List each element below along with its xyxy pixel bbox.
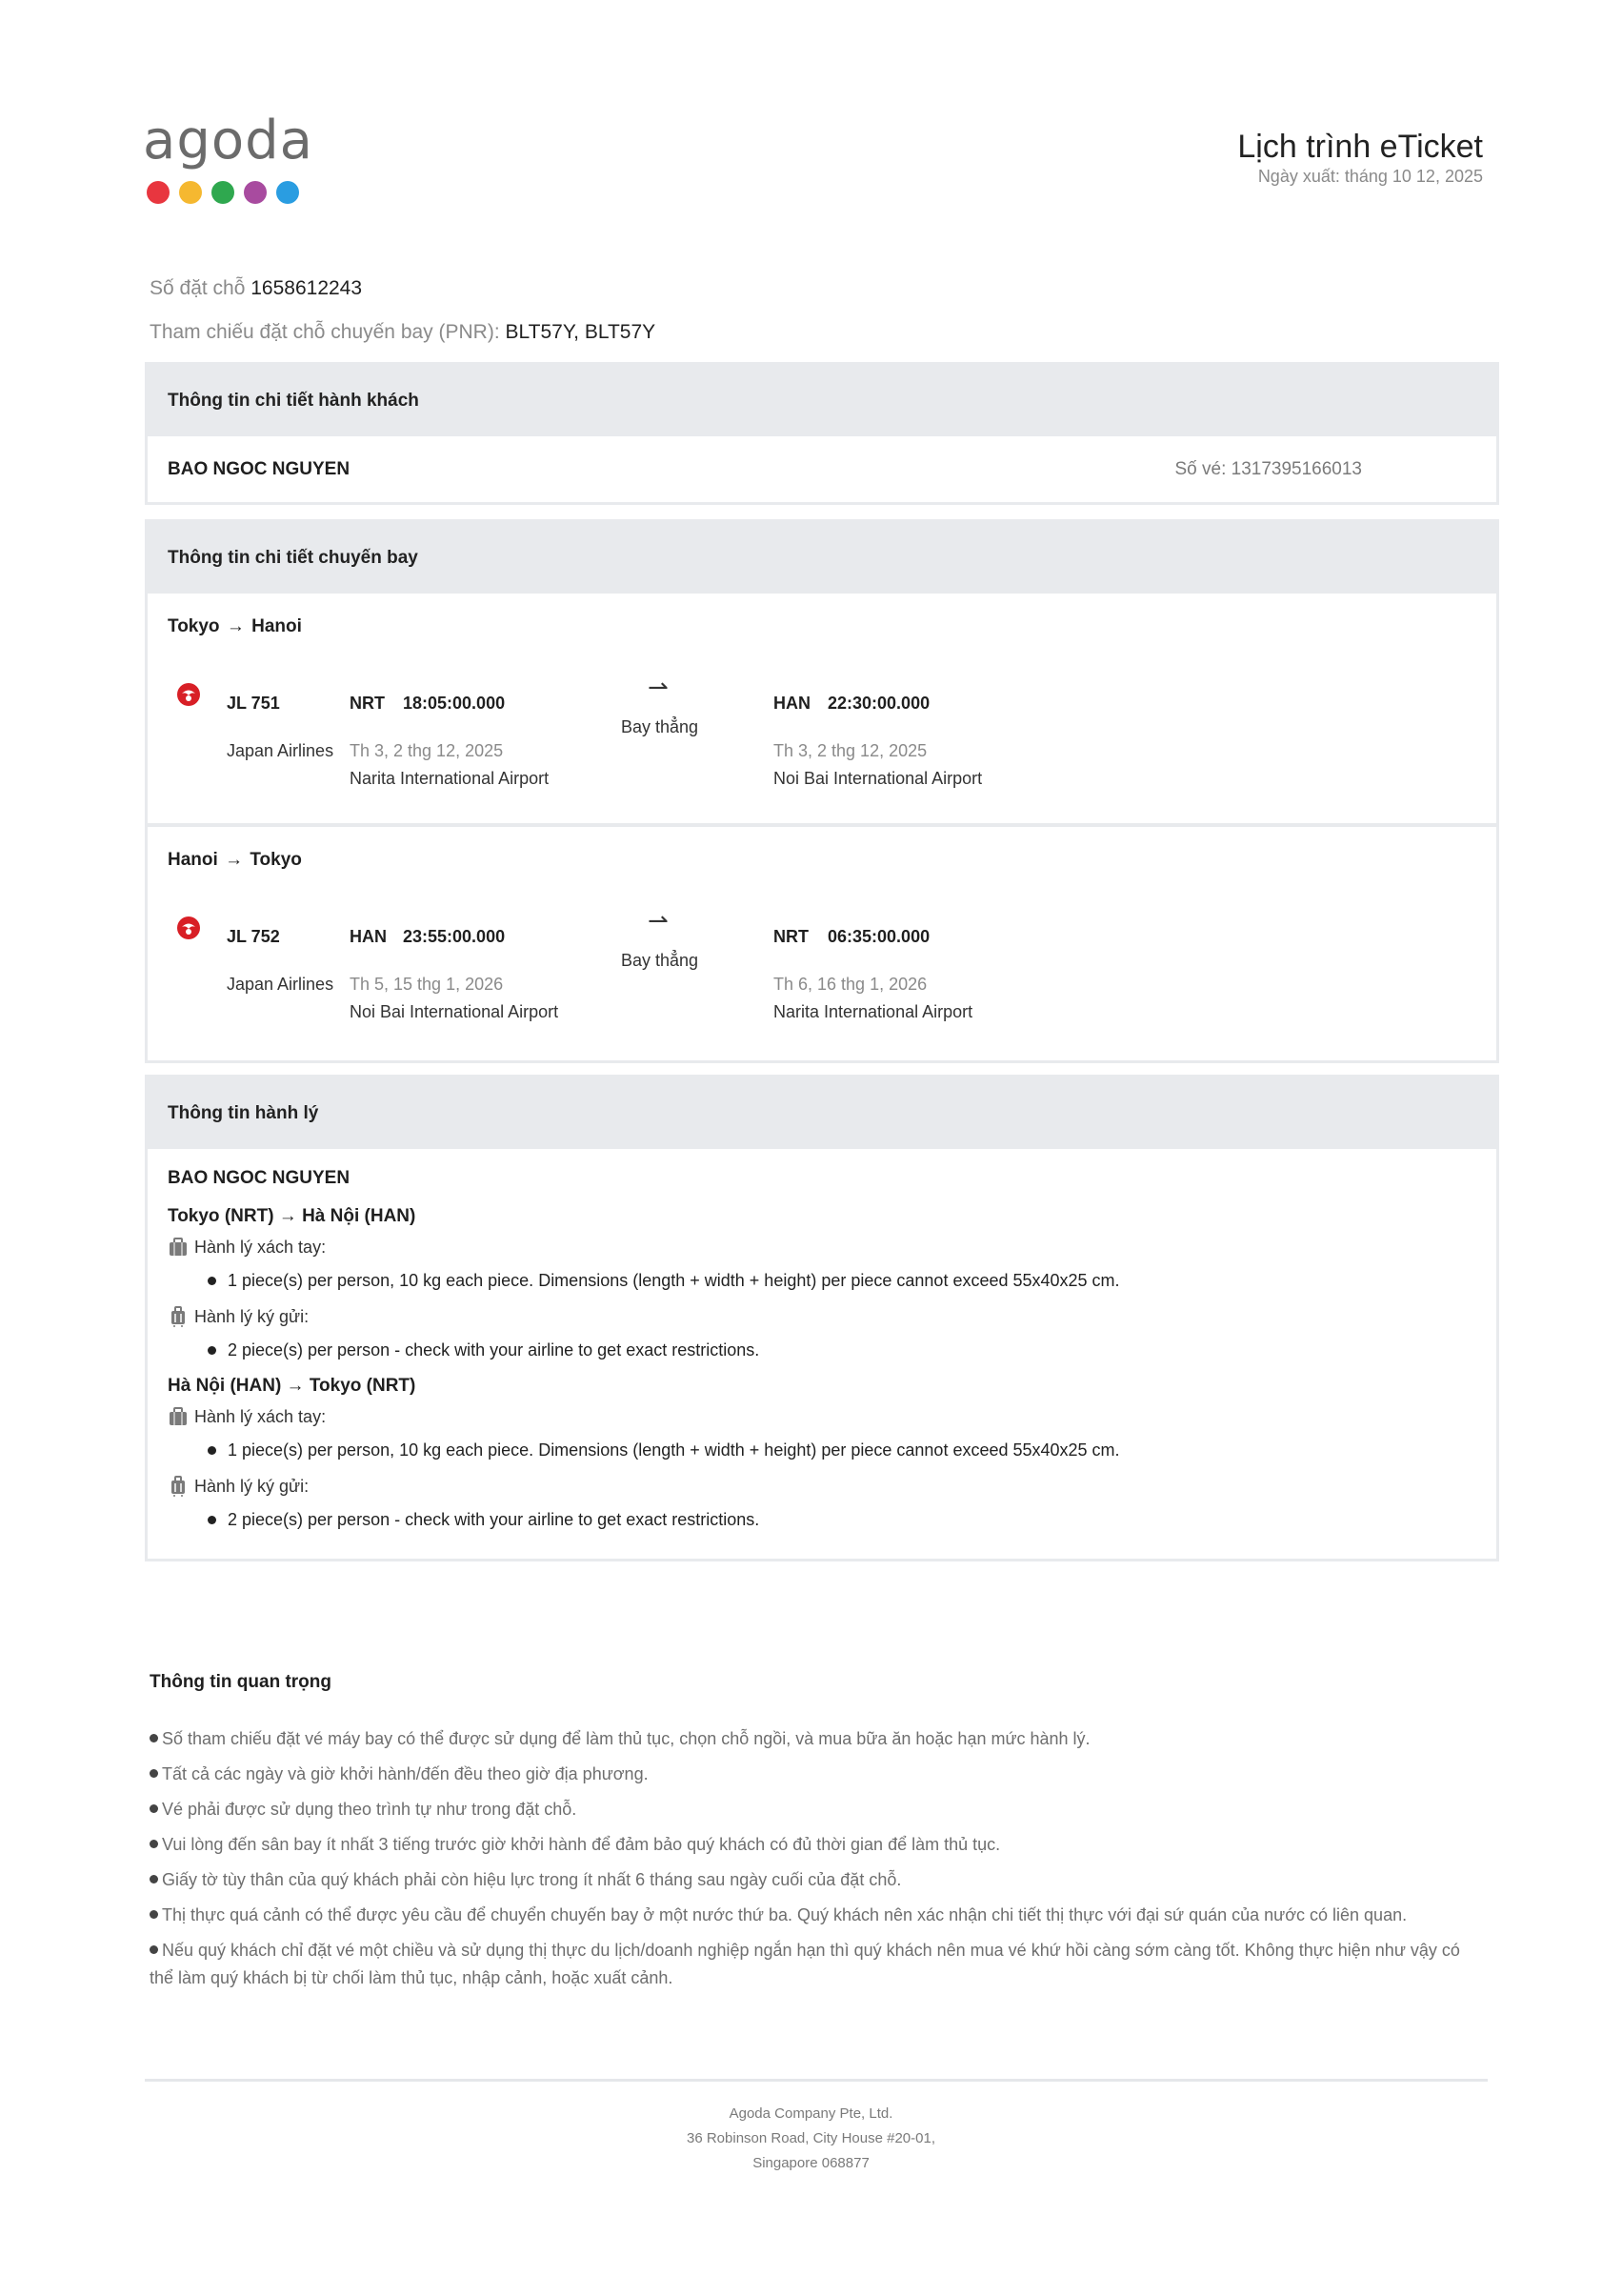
- flight-leg: [148, 827, 1496, 1060]
- bullet: [150, 1875, 158, 1883]
- arrival-date: Th 6, 16 thg 1, 2026: [773, 975, 928, 994]
- bullet: [150, 1910, 158, 1919]
- carry-on-text: 1 piece(s) per person, 10 kg each piece. Dimensions (length + width + height) per piece cannot exceed 55x40x25 cm.: [228, 1271, 1120, 1290]
- checked-label: Hành lý ký gửi:: [194, 1306, 310, 1326]
- airline-name: Japan Airlines: [227, 975, 334, 994]
- jal-crane-icon: [176, 916, 201, 940]
- important-item: [150, 1902, 1483, 1929]
- agoda-logo: [143, 112, 314, 208]
- logo-dot-green: [211, 181, 234, 204]
- important-text: Vé phải được sử dụng theo trình tự như trong đặt chỗ.: [162, 1800, 577, 1819]
- carry-on-label: Hành lý xách tay:: [194, 1406, 327, 1426]
- important-text: Nếu quý khách chỉ đặt vé một chiều và sử dụng thị thực du lịch/doanh nghiệp ngắn hạn thì quý khách nên mua vé khứ hồi càng sớm càng tốt. Không thực hiện như vậy có thể làm quý khách bị từ chối làm thủ tục, nhập cảnh, hoặc xuất cảnh.: [150, 1941, 1460, 1987]
- departure-code: HAN: [350, 927, 387, 946]
- important-text: Số tham chiếu đặt vé máy bay có thể được sử dụng để làm thủ tục, chọn chỗ ngồi, và mua bữa ăn hoặc hạn mức hành lý.: [162, 1729, 1091, 1748]
- carry-on-row: [168, 1237, 1476, 1258]
- baggage-route: Tokyo (NRT) → Hà Nội (HAN): [168, 1206, 416, 1226]
- departure-date: Th 5, 15 thg 1, 2026: [350, 975, 504, 994]
- important-item: [150, 1937, 1483, 1992]
- carry-on-bag-icon: [168, 1406, 189, 1427]
- important-text: Vui lòng đến sân bay ít nhất 3 tiếng trước giờ khởi hành để đảm bảo quý khách có đủ thời gian để làm thủ tục.: [162, 1835, 1001, 1854]
- footer-address: 36 Robinson Road, City House #20-01,: [687, 2130, 935, 2146]
- arrival-airport: Narita International Airport: [773, 1002, 973, 1021]
- baggage-route: Hà Nội (HAN) → Tokyo (NRT): [168, 1376, 416, 1396]
- carry-on-text: 1 piece(s) per person, 10 kg each piece. Dimensions (length + width + height) per piece cannot exceed 55x40x25 cm.: [228, 1440, 1120, 1460]
- passenger-section: [145, 362, 1499, 505]
- booking-id-value: 1658612243: [250, 277, 363, 299]
- important-text: Giấy tờ tùy thân của quý khách phải còn hiệu lực trong ít nhất 6 tháng sau ngày cuối của đặt chỗ.: [162, 1870, 902, 1889]
- flight-number: JL 751: [227, 694, 280, 713]
- baggage-section: [145, 1075, 1499, 1561]
- arrival-time: 06:35:00.000: [828, 927, 931, 946]
- jal-crane-icon: [176, 682, 201, 707]
- departure-date: Th 3, 2 thg 12, 2025: [350, 741, 504, 760]
- arrival-date: Th 3, 2 thg 12, 2025: [773, 741, 928, 760]
- airline-name: Japan Airlines: [227, 741, 334, 760]
- passenger-name: BAO NGOC NGUYEN: [168, 458, 350, 479]
- leg-from: Hanoi: [168, 850, 218, 870]
- departure-time: 23:55:00.000: [403, 927, 506, 946]
- issue-date: Ngày xuất: tháng 10 12, 2025: [1257, 167, 1483, 186]
- checked-label: Hành lý ký gửi:: [194, 1476, 310, 1496]
- bullet: [208, 1516, 216, 1524]
- document-header: [1237, 128, 1483, 187]
- checked-note: [208, 1510, 1476, 1530]
- footer-divider: [145, 2079, 1488, 2082]
- important-item: [150, 1866, 1483, 1894]
- baggage-body: [148, 1149, 1496, 1559]
- arrival-code: NRT: [773, 927, 809, 946]
- route-arrow-icon: →: [225, 850, 244, 870]
- passenger-section-title: Thông tin chi tiết hành khách: [148, 365, 1496, 436]
- checked-luggage-icon: [168, 1476, 189, 1497]
- bullet: [208, 1277, 216, 1285]
- baggage-section-title: Thông tin hành lý: [148, 1078, 1496, 1149]
- carry-on-note: [208, 1440, 1476, 1460]
- pnr-row: [150, 311, 655, 354]
- important-text: Thị thực quá cảnh có thể được yêu cầu để chuyển chuyến bay ở một nước thứ ba. Quý khách nên xác nhận chi tiết thị thực với đại sứ quán của nước có liên quan.: [162, 1905, 1408, 1924]
- checked-luggage-icon: [168, 1306, 189, 1327]
- ticket-number: Số vé: 1317395166013: [1174, 458, 1362, 479]
- leg-route: [168, 850, 302, 871]
- carry-on-row: [168, 1406, 1476, 1427]
- booking-id-row: [150, 267, 655, 311]
- checked-note: [208, 1340, 1476, 1360]
- bullet: [150, 1769, 158, 1778]
- leg-from: Tokyo: [168, 616, 220, 636]
- baggage-passenger: BAO NGOC NGUYEN: [168, 1168, 350, 1188]
- flight-leg: [148, 594, 1496, 827]
- nonstop-arrow-icon: ⇀: [648, 906, 669, 935]
- nonstop-label: Bay thẳng: [621, 951, 699, 970]
- checked-text: 2 piece(s) per person - check with your airline to get exact restrictions.: [228, 1510, 760, 1529]
- nonstop-label: Bay thẳng: [621, 717, 699, 736]
- pnr-label: Tham chiếu đặt chỗ chuyến bay (PNR):: [150, 321, 500, 343]
- carry-on-note: [208, 1271, 1476, 1291]
- important-item: [150, 1796, 1483, 1823]
- passenger-row: [148, 436, 1496, 502]
- booking-id-label: Số đặt chỗ: [150, 277, 246, 299]
- bullet: [150, 1734, 158, 1742]
- arrival-time: 22:30:00.000: [828, 694, 931, 713]
- route-arrow-icon: →: [226, 616, 245, 636]
- departure-airport: Narita International Airport: [350, 769, 550, 788]
- logo-dot-purple: [244, 181, 267, 204]
- booking-info: [150, 267, 655, 354]
- logo-wordmark: agoda: [143, 110, 313, 171]
- leg-to: Hanoi: [251, 616, 302, 636]
- checked-row: [168, 1476, 1476, 1497]
- bullet: [150, 1804, 158, 1813]
- bullet: [208, 1446, 216, 1455]
- footer-city: Singapore 068877: [752, 2155, 870, 2171]
- departure-airport: Noi Bai International Airport: [350, 1002, 559, 1021]
- important-text: Tất cả các ngày và giờ khởi hành/đến đều theo giờ địa phương.: [162, 1764, 649, 1783]
- bullet: [150, 1945, 158, 1954]
- flight-section: [145, 519, 1499, 1063]
- important-item: [150, 1761, 1483, 1788]
- logo-dot-blue: [276, 181, 299, 204]
- departure-time: 18:05:00.000: [403, 694, 506, 713]
- pnr-value: BLT57Y, BLT57Y: [505, 321, 656, 343]
- leg-route: [168, 616, 302, 637]
- carry-on-label: Hành lý xách tay:: [194, 1237, 327, 1257]
- flight-section-title: Thông tin chi tiết chuyến bay: [148, 522, 1496, 594]
- leg-to: Tokyo: [250, 850, 302, 870]
- arrival-code: HAN: [773, 694, 811, 713]
- arrival-airport: Noi Bai International Airport: [773, 769, 983, 788]
- important-title: Thông tin quan trọng: [150, 1672, 332, 1692]
- carry-on-bag-icon: [168, 1237, 189, 1258]
- footer: [0, 2102, 1622, 2176]
- checked-row: [168, 1306, 1476, 1327]
- logo-dot-yellow: [179, 181, 202, 204]
- important-item: [150, 1831, 1483, 1859]
- bullet: [150, 1840, 158, 1848]
- bullet: [208, 1346, 216, 1355]
- important-info: [150, 1672, 1483, 2000]
- departure-code: NRT: [350, 694, 385, 713]
- footer-company: Agoda Company Pte, Ltd.: [729, 2105, 893, 2122]
- logo-dots: [147, 181, 314, 204]
- checked-text: 2 piece(s) per person - check with your airline to get exact restrictions.: [228, 1340, 760, 1359]
- document-title: Lịch trình eTicket: [1237, 129, 1483, 165]
- logo-dot-red: [147, 181, 170, 204]
- flight-number: JL 752: [227, 927, 280, 946]
- important-item: [150, 1725, 1483, 1753]
- nonstop-arrow-icon: ⇀: [648, 673, 669, 701]
